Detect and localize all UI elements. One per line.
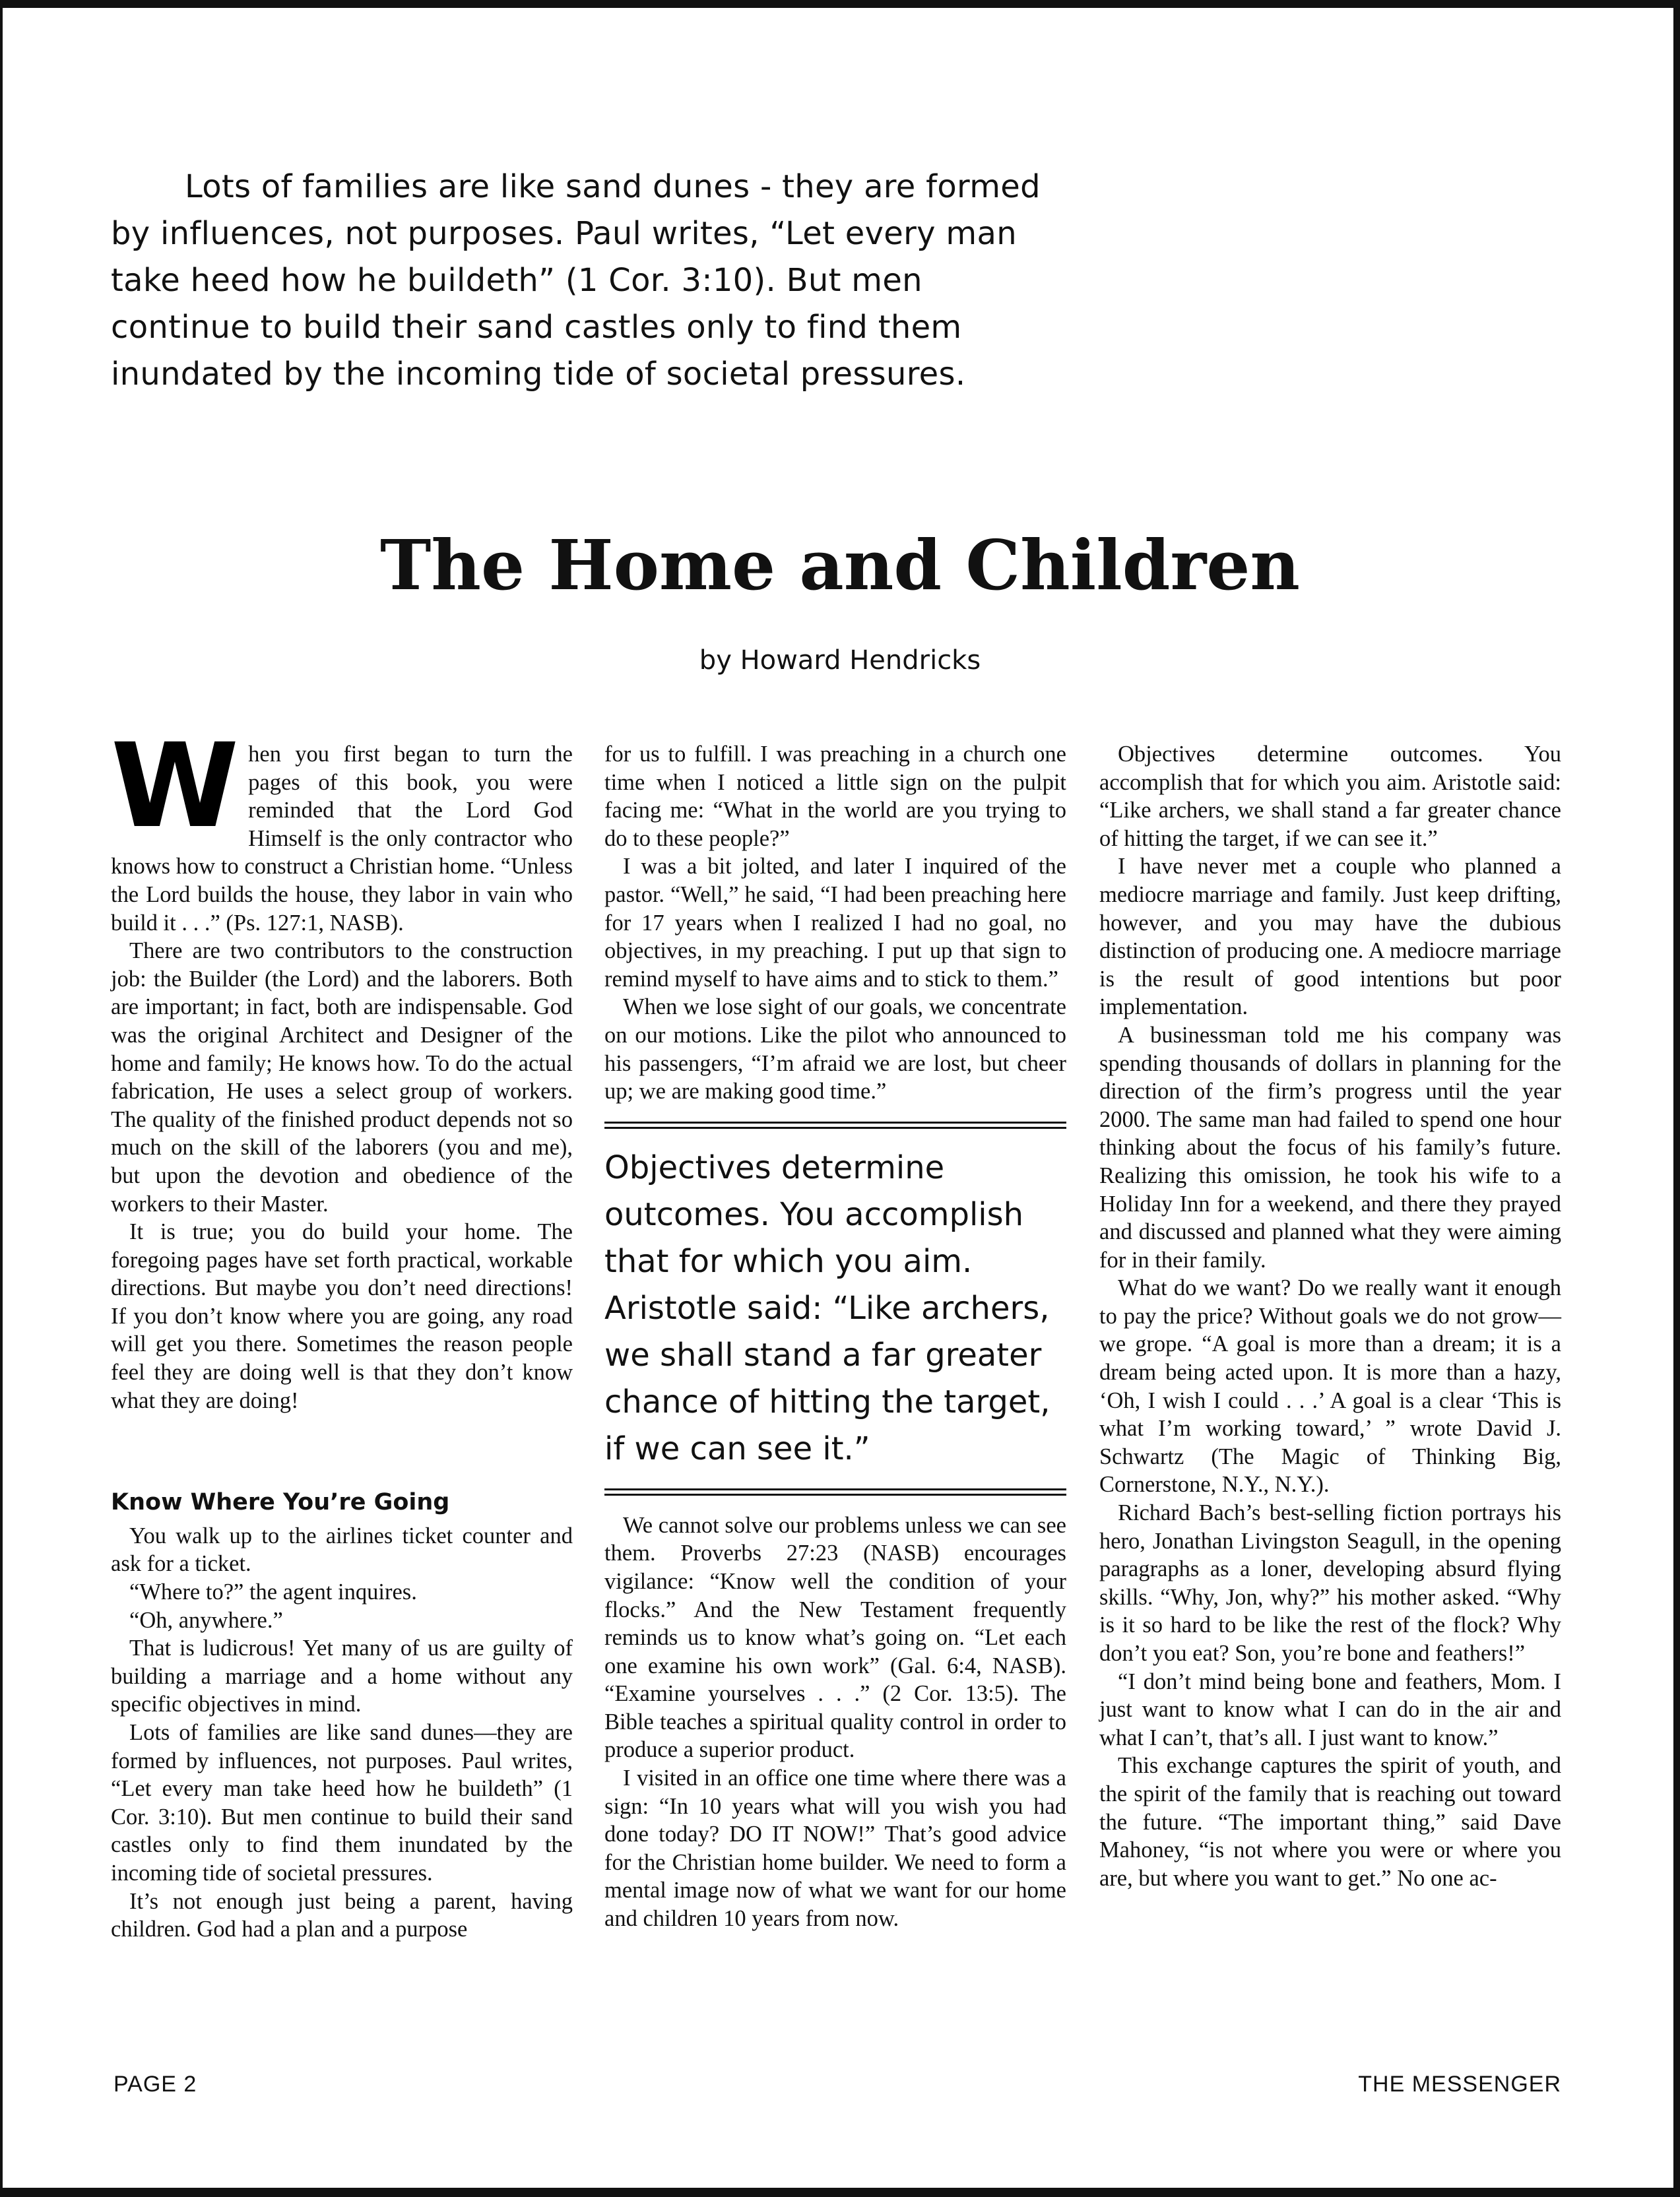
top-pull-quote-text: Lots of families are like sand dunes - they are formed by influences, not purposes. Paul writes, “Let every man take heed how he buildeth” (1 Cor. 3:10). But men continue to build their sand castles only to find them inundated by the incoming tide of societal pressures.: [111, 168, 1041, 393]
col3-paragraph-5: Richard Bach’s best-selling fiction portrays his hero, Jonathan Livingston Seagull, in the opening paragraphs as a loner, developing absurd flying skills. “Why, Jon, why?” his mother asked. “Why is it so hard to be like the rest of the flock? Why don’t you eat? Son, you’re bone and feathers!”: [1099, 1500, 1561, 1666]
pull-quote-rule-bottom: [604, 1488, 1066, 1496]
col1-paragraph-3: It is true; you do build your home. The foregoing pages have set forth practical, workable directions. But maybe you don’t need directions! If you don’t know where you are going, any road will get you there. Sometimes the reason people feel they are doing well is that they don’t know what they are doing!: [111, 1219, 573, 1413]
inline-pull-quote: Objectives determine outcomes. You accomplish that for which you aim. Aristotle said: “Like archers, we shall stand a far greater chance of hitting the target, if we can see it.”: [604, 1149, 1050, 1467]
col2-paragraph-5: I visited in an office one time where there was a sign: “In 10 years what will you wish you had done today? DO IT NOW!” That’s good advice for the Christian home builder. We need to form a mental image now of what we want for our home and children 10 years from now.: [604, 1766, 1066, 1932]
pull-quote-rule-top: [604, 1122, 1066, 1129]
subheading-know-where: Know Where You’re Going: [111, 1489, 450, 1516]
scan-border-top: [0, 0, 1680, 8]
top-pull-quote: [111, 164, 1068, 398]
col2-paragraph-4: We cannot solve our problems unless we can see them. Proverbs 27:23 (NASB) encourages vigilance: “Know well the condition of your flocks.” And the New Testament frequently reminds us to know what’s going on. “Let each one examine his own work” (Gal. 6:4, NASB). “Examine yourselves . . .” (2 Cor. 13:5). The Bible teaches a spiritual quality control in order to produce a superior product.: [604, 1512, 1066, 1763]
col1-paragraph-8: Lots of families are like sand dunes—they are formed by influences, not purposes. Paul writes, “Let every man take heed how he buildeth” (1 Cor. 3:10). But men continue to build their sand castles only to find them inundated by the incoming tide of societal pressures.: [111, 1720, 573, 1886]
publication-name: THE MESSENGER: [1358, 2072, 1561, 2097]
col2-paragraph-2: I was a bit jolted, and later I inquired of the pastor. “Well,” he said, “I had been preaching here for 17 years when I realized I had no goal, no objectives, in my preaching. I put up that sign to remind myself to have aims and to stick to them.”: [604, 854, 1066, 992]
col3-paragraph-1: Objectives determine outcomes. You accomplish that for which you aim. Aristotle said: “Like archers, we shall stand a far greater chance of hitting the target, if we can see it.”: [1099, 742, 1561, 851]
col3-paragraph-7: This exchange captures the spirit of youth, and the spirit of the family that is reaching out toward the future. “The important thing,” said Dave Mahoney, “is not where you were or where you are, but where you want to get.” No one ac-: [1099, 1753, 1561, 1891]
column-1: [111, 718, 573, 1944]
column-3: [1099, 740, 1561, 1892]
scan-border-bottom: [0, 2188, 1680, 2197]
col1-p1-text: hen you first began to turn the pages of this book, you were reminded that the Lord God Himself is the only contractor who knows how to construct a Christian home. “Unless the Lord builds the house, they labor in vain who build it . . .” (Ps. 127:1, NASB).: [111, 742, 573, 936]
col1-paragraph-9: It’s not enough just being a parent, having children. God had a plan and a purpose: [111, 1888, 573, 1942]
scan-border-right: [1673, 0, 1680, 2197]
drop-cap: W: [111, 718, 240, 854]
col1-paragraph-2: There are two contributors to the construction job: the Builder (the Lord) and the laborers. Both are important; in fact, both are indispensable. God was the original Architect and Designer of the home and family; He knows how. To do the actual fabrication, He uses a select group of workers. The quality of the finished product depends not so much on the skill of the laborers (you and me), but upon the devotion and obedience of the workers to their Master.: [111, 938, 573, 1217]
col3-paragraph-2: I have never met a couple who planned a mediocre marriage and family. Just keep drifting, however, and you may have the dubious distinction of producing one. A mediocre marriage is the result of good intentions but poor implementation.: [1099, 854, 1561, 1020]
col3-paragraph-3: A businessman told me his company was spending thousands of dollars in planning for the direction of the firm’s progress until the year 2000. The same man had failed to spend one hour thinking about the focus of his family’s future. Realizing this omission, he took his wife to a Holiday Inn for a weekend, and there they prayed and discussed and planned what they were aiming for in their family.: [1099, 1022, 1561, 1273]
col2-paragraph-3: When we lose sight of our goals, we concentrate on our motions. Like the pilot who announced to his passengers, “I’m afraid we are lost, but cheer up; we are making good time.”: [604, 994, 1066, 1104]
col1-paragraph-5: “Where to?” the agent inquires.: [129, 1579, 417, 1605]
article-title: The Home and Children: [379, 525, 1301, 606]
col1-paragraph-1: [111, 718, 573, 937]
article-byline: by Howard Hendricks: [699, 645, 981, 676]
col1-paragraph-7: That is ludicrous! Yet many of us are guilty of building a marriage and a home without any specific objectives in mind.: [111, 1636, 573, 1717]
page-number: PAGE 2: [113, 2072, 197, 2097]
col2-paragraph-1: for us to fulfill. I was preaching in a church one time when I noticed a little sign on the pulpit facing me: “What in the world are you trying to do to these people?”: [604, 742, 1066, 851]
col3-paragraph-6: “I don’t mind being bone and feathers, Mom. I just want to know what I can do in the air and what I can’t, that’s all. I just want to know.”: [1099, 1669, 1561, 1750]
col3-paragraph-4: What do we want? Do we really want it enough to pay the price? Without goals we do not grow—we grope. “A goal is more than a dream; it is a dream being acted upon. It is more than a hazy, ‘Oh, I wish I could . . .’ A goal is a clear ‘This is what I’m working toward,’ ” wrote David J. Schwartz (The Magic of Thinking Big, Cornerstone, N.Y., N.Y.).: [1099, 1275, 1561, 1498]
col1-paragraph-4: You walk up to the airlines ticket counter and ask for a ticket.: [111, 1523, 573, 1577]
column-2: [604, 740, 1066, 1933]
col1-paragraph-6: “Oh, anywhere.”: [129, 1607, 283, 1633]
scan-border-left: [0, 0, 3, 2197]
